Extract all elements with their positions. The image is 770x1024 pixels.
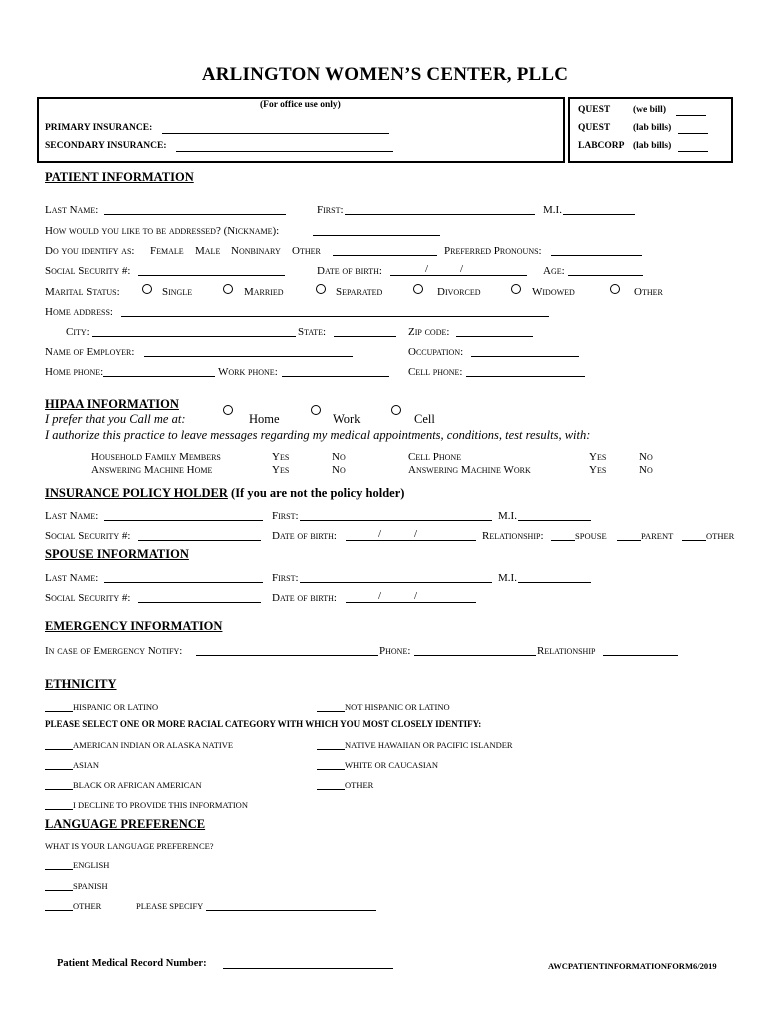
spouse-mi-field[interactable]: [518, 573, 591, 583]
emergency-phone-label: Phone:: [379, 645, 411, 657]
cell-phone-field[interactable]: [466, 367, 585, 377]
household-yes[interactable]: Yes: [272, 451, 290, 463]
city-field[interactable]: [92, 327, 296, 337]
spouse-first-field[interactable]: [300, 573, 492, 583]
policy-ssn-field[interactable]: [138, 531, 261, 541]
spouse-first-label: First:: [272, 572, 299, 584]
quest-we-bill-detail: (we bill): [633, 105, 666, 115]
city-label: City:: [66, 326, 90, 338]
please-specify-label: PLEASE SPECIFY: [136, 901, 204, 911]
primary-insurance-field[interactable]: [162, 124, 389, 134]
patient-info-heading: PATIENT INFORMATION: [45, 170, 194, 184]
hipaa-prefer-label: I prefer that you Call me at:: [45, 412, 186, 426]
policy-first-label: First:: [272, 510, 299, 522]
policy-holder-note: (If you are not the policy holder): [231, 486, 405, 500]
spouse-dob-separator: /: [378, 590, 382, 602]
home-phone-field[interactable]: [103, 367, 215, 377]
emergency-phone-field[interactable]: [414, 646, 536, 656]
marital-divorced-label: Divorced: [437, 286, 481, 298]
hispanic-field[interactable]: [45, 702, 73, 712]
radio-marital-other[interactable]: [610, 284, 620, 294]
race-other-field[interactable]: [317, 780, 345, 790]
policy-dob-separator: /: [414, 528, 418, 540]
ssn-label: Social Security #:: [45, 265, 131, 277]
labcorp-detail: (lab bills): [633, 141, 672, 151]
identify-label: Do you identify as:: [45, 245, 135, 257]
not-hispanic-label: NOT HISPANIC OR LATINO: [345, 702, 450, 712]
hispanic-label: HISPANIC OR LATINO: [73, 702, 159, 712]
call-work-label: Work: [333, 412, 361, 426]
dob-separator: /: [425, 263, 429, 275]
relationship-spouse-label: SPOUSE: [575, 531, 607, 541]
policy-mi-field[interactable]: [518, 511, 591, 521]
relationship-other-field[interactable]: [682, 531, 706, 541]
occupation-label: Occupation:: [408, 346, 464, 358]
primary-insurance-label: PRIMARY INSURANCE:: [45, 123, 153, 133]
mi-field[interactable]: [563, 205, 635, 215]
white-label: WHITE OR CAUCASIAN: [345, 760, 439, 770]
ethnicity-heading: ETHNICITY: [45, 677, 117, 691]
identify-nonbinary[interactable]: Nonbinary: [231, 245, 281, 257]
marital-status-label: Marital Status:: [45, 286, 120, 298]
pronouns-field[interactable]: [551, 246, 642, 256]
zip-field[interactable]: [456, 327, 533, 337]
american-indian-field[interactable]: [45, 740, 73, 750]
first-name-field[interactable]: [345, 205, 535, 215]
policy-first-field[interactable]: [300, 511, 492, 521]
household-no[interactable]: No: [332, 451, 346, 463]
record-number-label: Patient Medical Record Number:: [57, 958, 207, 969]
marital-single-label: Single: [162, 286, 193, 298]
spouse-mi-label: M.I.: [498, 572, 517, 584]
age-field[interactable]: [568, 266, 643, 276]
language-question: WHAT IS YOUR LANGUAGE PREFERENCE?: [45, 841, 214, 851]
ssn-field[interactable]: [138, 266, 285, 276]
employer-label: Name of Employer:: [45, 346, 135, 358]
answering-work-no[interactable]: No: [639, 464, 653, 476]
hipaa-authorize-text: I authorize this practice to leave messages regarding my medical appointments, conditions, test results, with:: [45, 428, 591, 442]
radio-separated[interactable]: [316, 284, 326, 294]
marital-other-label: Other: [634, 286, 663, 298]
dob-separator: /: [460, 263, 464, 275]
last-name-label: Last Name:: [45, 204, 99, 216]
household-label: Household Family Members: [91, 451, 221, 463]
policy-mi-label: M.I.: [498, 510, 517, 522]
cell-phone-no[interactable]: No: [639, 451, 653, 463]
labcorp-field[interactable]: [678, 142, 708, 152]
black-field[interactable]: [45, 780, 73, 790]
answering-work-yes[interactable]: Yes: [589, 464, 607, 476]
emergency-notify-field[interactable]: [196, 646, 378, 656]
office-use-note: (For office use only): [260, 100, 341, 110]
quest-lab-bills-label: QUEST: [578, 123, 611, 133]
radio-single[interactable]: [142, 284, 152, 294]
emergency-notify-label: In case of Emergency Notify:: [45, 645, 183, 657]
decline-field[interactable]: [45, 800, 73, 810]
spouse-ssn-label: Social Security #:: [45, 592, 131, 604]
spouse-dob-label: Date of birth:: [272, 592, 337, 604]
policy-dob-label: Date of birth:: [272, 530, 337, 542]
work-phone-field[interactable]: [282, 367, 389, 377]
identify-other[interactable]: Other: [292, 245, 321, 257]
radio-widowed[interactable]: [511, 284, 521, 294]
please-specify-field[interactable]: [206, 901, 376, 911]
hipaa-heading: HIPAA INFORMATION: [45, 397, 179, 411]
spouse-dob-separator: /: [414, 590, 418, 602]
decline-label: I DECLINE TO PROVIDE THIS INFORMATION: [73, 800, 248, 810]
spanish-field[interactable]: [45, 881, 73, 891]
black-label: BLACK OR AFRICAN AMERICAN: [73, 780, 202, 790]
hawaiian-label: NATIVE HAWAIIAN OR PACIFIC ISLANDER: [345, 740, 513, 750]
work-phone-label: Work phone:: [218, 366, 278, 378]
answering-home-label: Answering Machine Home: [91, 464, 213, 476]
english-field[interactable]: [45, 860, 73, 870]
policy-holder-heading: INSURANCE POLICY HOLDER: [45, 486, 228, 500]
quest-we-bill-field[interactable]: [676, 106, 706, 116]
asian-label: ASIAN: [73, 760, 99, 770]
radio-married[interactable]: [223, 284, 233, 294]
quest-lab-bills-field[interactable]: [678, 124, 708, 134]
radio-divorced[interactable]: [413, 284, 423, 294]
last-name-field[interactable]: [104, 205, 286, 215]
identify-male[interactable]: Male: [195, 245, 221, 257]
home-address-field[interactable]: [121, 307, 549, 317]
radio-call-work[interactable]: [311, 405, 321, 415]
policy-dob-field[interactable]: [346, 531, 476, 541]
employer-field[interactable]: [144, 347, 353, 357]
radio-call-home[interactable]: [223, 405, 233, 415]
home-phone-label: Home phone:: [45, 366, 104, 378]
hawaiian-field[interactable]: [317, 740, 345, 750]
nickname-field[interactable]: [313, 226, 440, 236]
spouse-dob-field[interactable]: [346, 593, 476, 603]
state-field[interactable]: [334, 327, 396, 337]
language-heading: LANGUAGE PREFERENCE: [45, 817, 206, 831]
relationship-other-label: OTHER: [706, 531, 735, 541]
age-label: Age:: [543, 265, 565, 277]
relationship-parent-label: PARENT: [641, 531, 674, 541]
dob-field[interactable]: [390, 266, 527, 276]
not-hispanic-field[interactable]: [317, 702, 345, 712]
white-field[interactable]: [317, 760, 345, 770]
policy-last-name-label: Last Name:: [45, 510, 99, 522]
language-other-field[interactable]: [45, 901, 73, 911]
policy-dob-separator: /: [378, 528, 382, 540]
quest-lab-bills-detail: (lab bills): [633, 123, 672, 133]
marital-married-label: Married: [244, 286, 284, 298]
zip-label: Zip code:: [408, 326, 450, 338]
emergency-heading: EMERGENCY INFORMATION: [45, 619, 223, 633]
spouse-last-name-label: Last Name:: [45, 572, 99, 584]
answering-home-yes[interactable]: Yes: [272, 464, 290, 476]
dob-label: Date of birth:: [317, 265, 382, 277]
identify-other-field[interactable]: [333, 246, 437, 256]
racial-prompt: PLEASE SELECT ONE OR MORE RACIAL CATEGORY WITH WHICH YOU MOST CLOSELY IDENTIFY:: [45, 719, 482, 729]
policy-last-name-field[interactable]: [104, 511, 263, 521]
relationship-spouse-field[interactable]: [551, 531, 575, 541]
cell-phone-label: Cell phone:: [408, 366, 463, 378]
secondary-insurance-label: SECONDARY INSURANCE:: [45, 141, 167, 151]
nickname-label: How would you like to be addressed? (Nickname):: [45, 225, 280, 237]
cell-phone-yes[interactable]: Yes: [589, 451, 607, 463]
answering-work-label: Answering Machine Work: [408, 464, 531, 476]
emergency-relationship-label: Relationship: [537, 645, 596, 657]
record-number-field[interactable]: [223, 959, 393, 969]
identify-female[interactable]: Female: [150, 245, 184, 257]
mi-label: M.I.: [543, 204, 562, 216]
quest-we-bill-label: QUEST: [578, 105, 611, 115]
spouse-last-name-field[interactable]: [104, 573, 263, 583]
first-name-label: First:: [317, 204, 344, 216]
form-title: ARLINGTON WOMEN’S CENTER, PLLC: [201, 64, 569, 85]
policy-holder-heading-row: [45, 486, 404, 501]
spouse-info-heading: SPOUSE INFORMATION: [45, 547, 189, 561]
language-other-label: OTHER: [73, 901, 102, 911]
emergency-relationship-field[interactable]: [603, 646, 678, 656]
home-address-label: Home address:: [45, 306, 113, 318]
marital-separated-label: Separated: [336, 286, 383, 298]
state-label: State:: [298, 326, 327, 338]
race-other-label: OTHER: [345, 780, 374, 790]
spanish-label: SPANISH: [73, 881, 108, 891]
labcorp-label: LABCORP: [578, 141, 625, 151]
spouse-ssn-field[interactable]: [138, 593, 261, 603]
occupation-field[interactable]: [471, 347, 579, 357]
policy-ssn-label: Social Security #:: [45, 530, 131, 542]
call-cell-label: Cell: [414, 412, 435, 426]
english-label: ENGLISH: [73, 860, 110, 870]
policy-relationship-label: Relationship:: [482, 530, 544, 542]
american-indian-label: AMERICAN INDIAN OR ALASKA NATIVE: [73, 740, 234, 750]
relationship-parent-field[interactable]: [617, 531, 641, 541]
answering-home-no[interactable]: No: [332, 464, 346, 476]
pronouns-label: Preferred Pronouns:: [444, 245, 542, 257]
form-id: AWCPATIENTINFORMATIONFORM6/2019: [548, 961, 717, 971]
marital-widowed-label: Widowed: [532, 286, 575, 298]
secondary-insurance-field[interactable]: [176, 142, 393, 152]
radio-call-cell[interactable]: [391, 405, 401, 415]
cell-phone-msg-label: Cell Phone: [408, 451, 462, 463]
asian-field[interactable]: [45, 760, 73, 770]
call-home-label: Home: [249, 412, 280, 426]
